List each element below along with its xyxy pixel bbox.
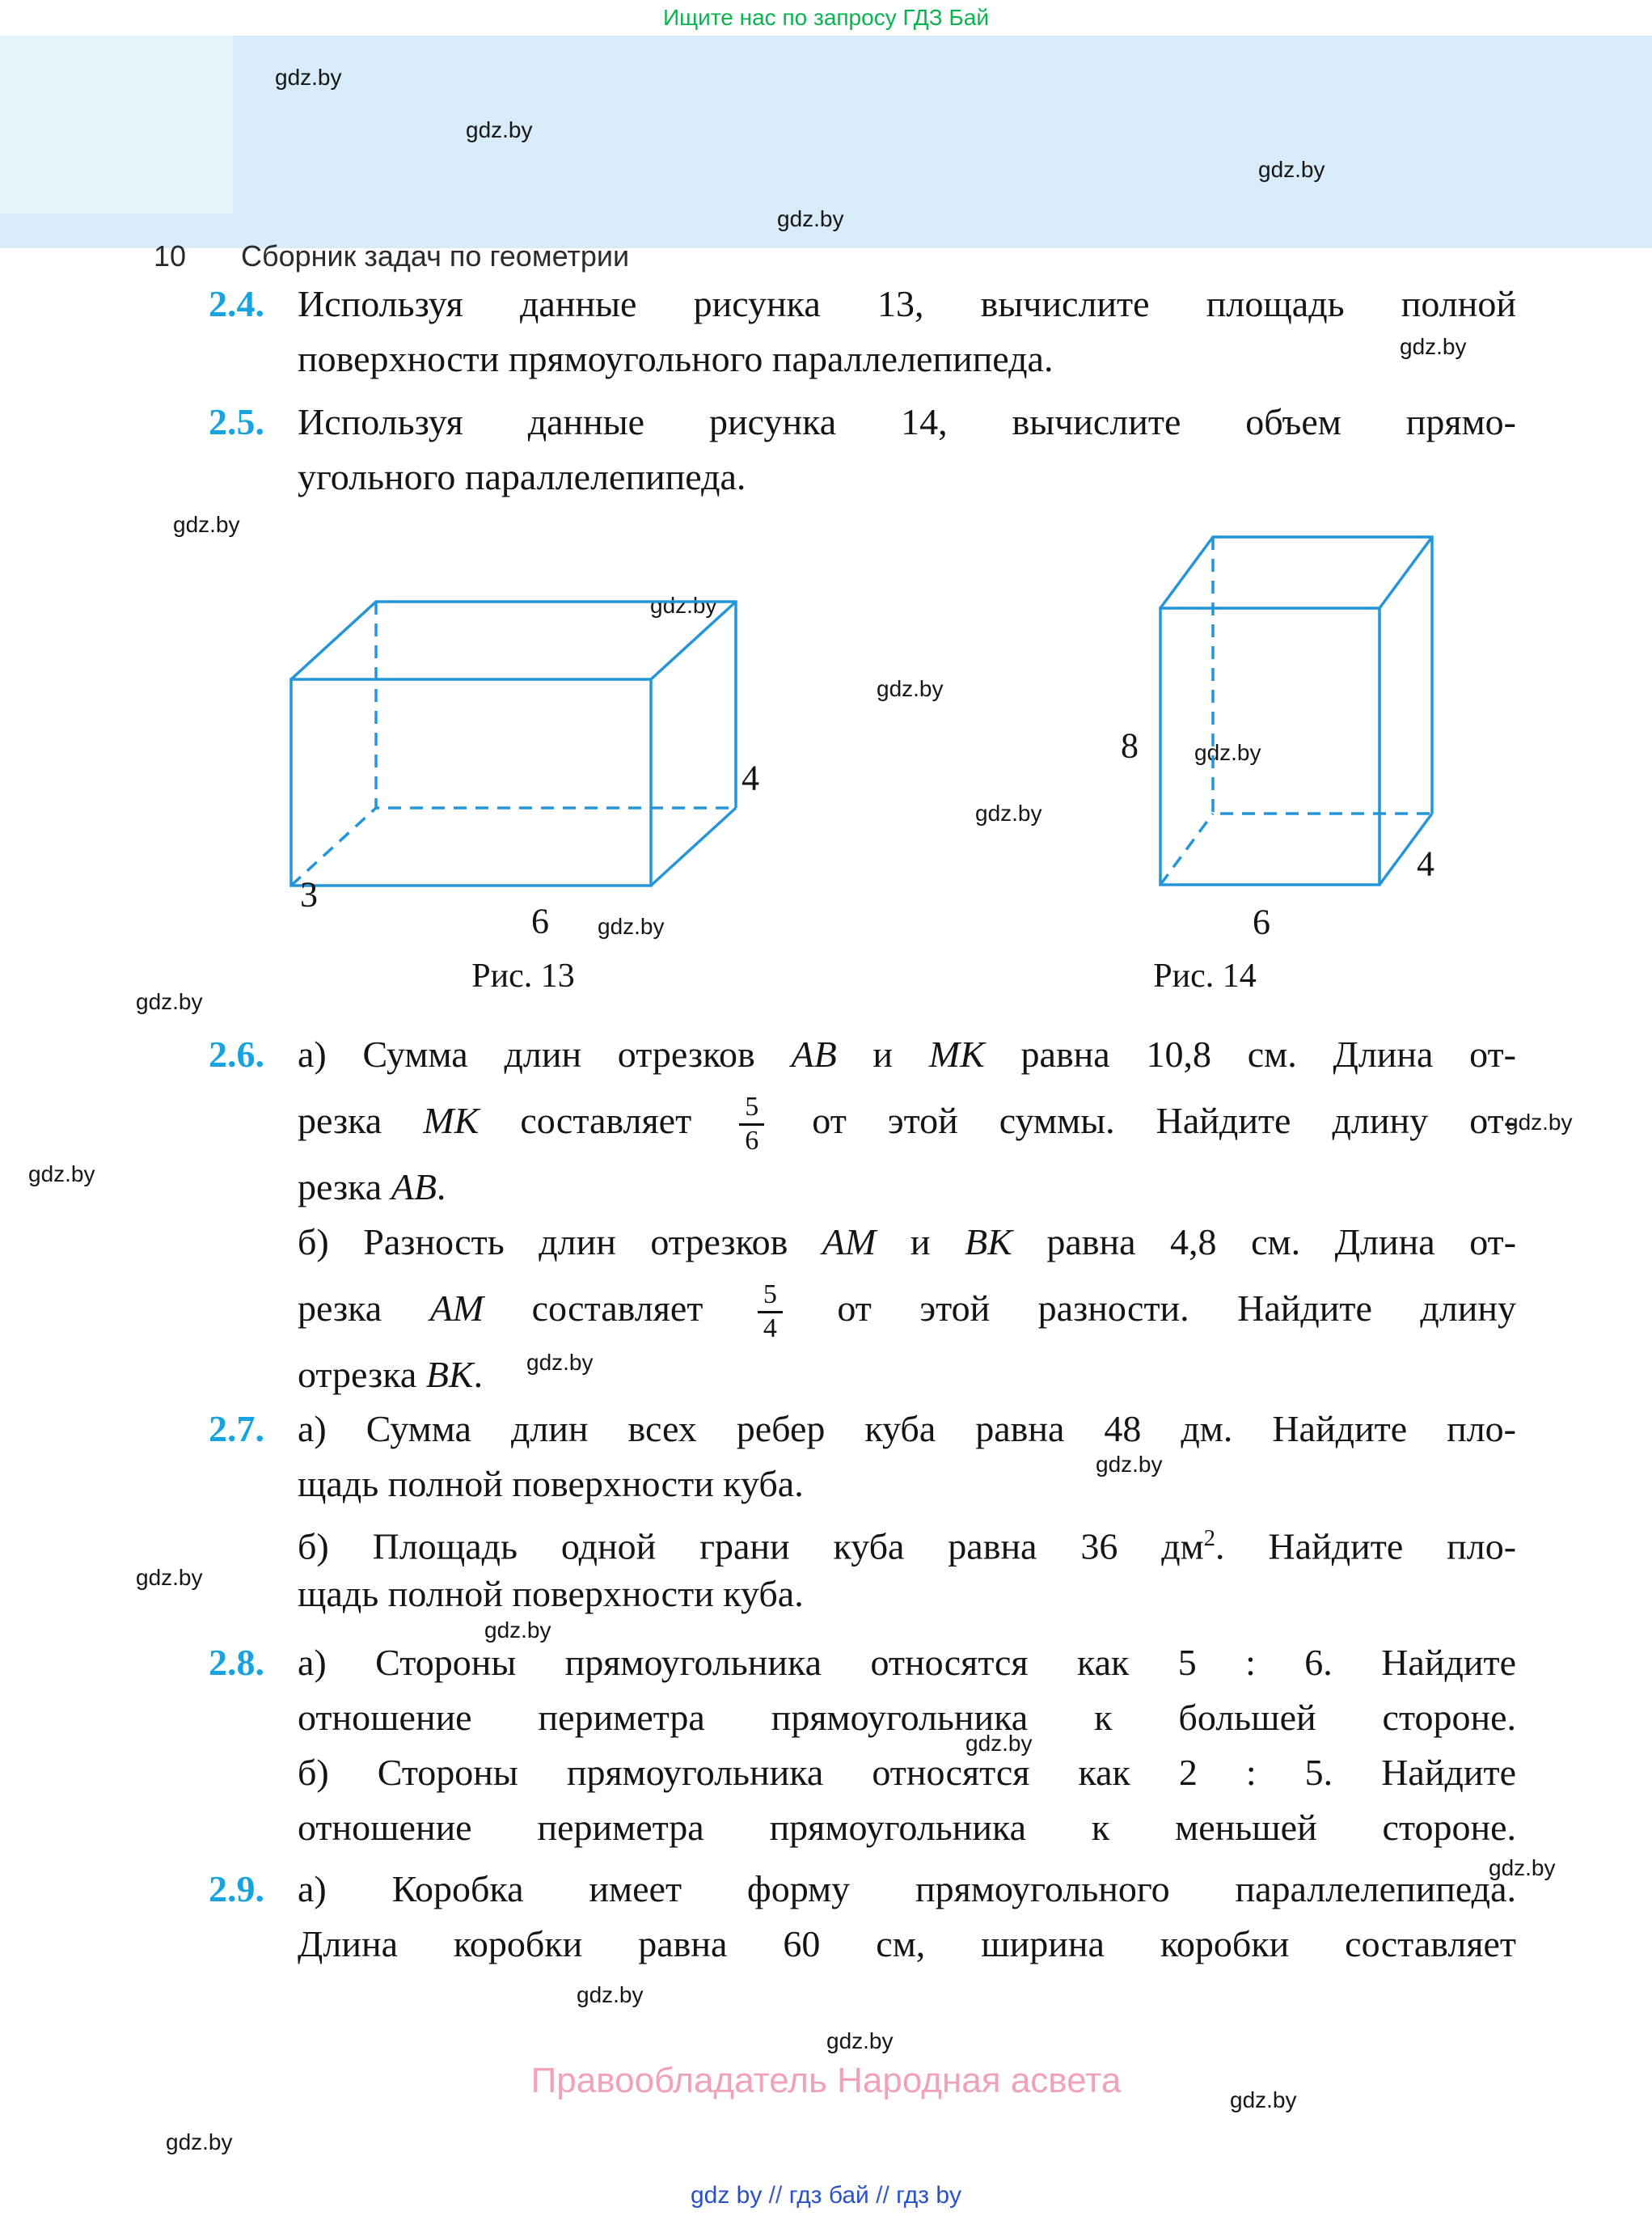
watermark: gdz.by <box>136 1565 203 1590</box>
fig13-depth-label: 3 <box>300 874 318 915</box>
fig13-height-label: 4 <box>741 758 759 798</box>
problem-2.9 <box>209 1862 1516 1972</box>
text-run: составляет <box>479 1100 733 1141</box>
watermark: gdz.by <box>466 117 533 142</box>
problem-2.7 <box>209 1402 1516 1621</box>
problem-line <box>298 1862 1516 1917</box>
problem-line <box>298 1567 1516 1621</box>
text-run: и <box>876 1221 965 1262</box>
problem-line <box>298 1215 1516 1270</box>
fig13-width-label: 6 <box>531 901 549 941</box>
text-run: отрезка <box>298 1354 426 1395</box>
watermark: gdz.by <box>1230 2087 1297 2112</box>
link-separator: // <box>868 2182 897 2209</box>
problem-number: 2.7. <box>209 1408 264 1449</box>
problem-line <box>298 450 1516 505</box>
footer-link[interactable]: gdz by <box>690 2182 763 2209</box>
problem-number: 2.5. <box>209 401 264 442</box>
promo-note: Ищите нас по запросу ГДЗ Бай <box>662 5 990 30</box>
watermark: gdz.by <box>877 676 944 701</box>
text-run: угольного параллелепипеда. <box>298 456 746 497</box>
text-run: а) Коробка имеет форму прямоугольного параллелепипеда. <box>298 1868 1516 1909</box>
watermark: gdz.by <box>577 1982 644 2007</box>
problem-line <box>298 1270 1516 1347</box>
problem-line <box>298 1917 1516 1972</box>
math-variable: MK <box>423 1100 480 1141</box>
superscript: 2 <box>1203 1526 1216 1551</box>
text-run: . Найдите пло- <box>1215 1525 1517 1567</box>
copyright-notice: Правообладатель Народная асвета <box>530 2061 1122 2100</box>
fig14-height-label: 8 <box>1121 725 1139 766</box>
problem-line <box>298 1745 1516 1800</box>
problem-line <box>298 1082 1516 1160</box>
text-run: от этой суммы. Найдите длину от- <box>771 1100 1517 1141</box>
link-separator: // <box>762 2182 789 2209</box>
text-run: б) Стороны прямоугольника относятся как 2 : 5. Найдите <box>298 1752 1516 1793</box>
problem-2.4 <box>209 277 1516 387</box>
problem-line <box>298 277 1516 332</box>
problem-number: 2.6. <box>209 1034 264 1075</box>
page-number: 10 <box>154 239 187 273</box>
watermark: gdz.by <box>777 206 844 231</box>
text-run: отношение периметра прямоугольника к меньшей стороне. <box>298 1807 1516 1848</box>
problem-line <box>298 1160 1516 1215</box>
text-run: а) Сумма длин всех ребер куба равна 48 дм. Найдите пло- <box>298 1408 1516 1449</box>
problem-2.8 <box>209 1635 1516 1855</box>
math-variable: BK <box>425 1354 474 1395</box>
text-run: . <box>473 1354 484 1395</box>
watermark: gdz.by <box>598 914 665 939</box>
fig14-box-drawing <box>1160 537 1432 885</box>
math-variable: AB <box>791 1034 837 1075</box>
problem-number: 2.9. <box>209 1868 264 1909</box>
watermark: gdz.by <box>28 1161 95 1186</box>
problem-number: 2.4. <box>209 283 264 324</box>
watermark: gdz.by <box>1096 1452 1163 1477</box>
text-run: резка <box>298 1100 424 1141</box>
watermark: gdz.by <box>1400 334 1467 359</box>
text-run: а) Стороны прямоугольника относятся как 5 : 6. Найдите <box>298 1642 1516 1683</box>
problem-line <box>298 1512 1516 1567</box>
problem-2.5 <box>209 395 1516 505</box>
watermark: gdz.by <box>1506 1110 1573 1135</box>
watermark: gdz.by <box>173 512 240 537</box>
problem-line <box>298 1800 1516 1855</box>
header-corner <box>0 36 233 214</box>
problem-line <box>298 1635 1516 1690</box>
text-run: отношение периметра прямоугольника к большей стороне. <box>298 1697 1516 1738</box>
fraction: $\frac{5}{4}$ <box>758 1280 783 1344</box>
fig13-box-drawing <box>291 602 736 886</box>
problem-line <box>298 1690 1516 1745</box>
problem-line <box>298 1027 1516 1082</box>
problem-line <box>298 1457 1516 1512</box>
problem-line <box>298 395 1516 450</box>
watermark: gdz.by <box>275 65 342 90</box>
footer-links <box>0 2182 1652 2209</box>
math-variable: AM <box>822 1221 877 1262</box>
fig13-caption: Рис. 13 <box>471 958 575 995</box>
text-run: б) Разность длин отрезков <box>298 1221 822 1262</box>
watermark: gdz.by <box>965 1731 1033 1756</box>
math-variable: AB <box>391 1166 437 1207</box>
book-title: Сборник задач по геометрии <box>241 239 630 273</box>
text-run: составляет <box>484 1287 751 1329</box>
text-run: а) Сумма длин отрезков <box>298 1034 792 1075</box>
watermark: gdz.by <box>1194 740 1261 765</box>
fig14-depth-label: 4 <box>1417 844 1434 884</box>
text-run: щадь полной поверхности куба. <box>298 1573 804 1614</box>
text-run: Длина коробки равна 60 см, ширина коробки составляет <box>298 1923 1516 1964</box>
problem-line <box>298 1402 1516 1457</box>
text-run: резка <box>298 1166 391 1207</box>
problem-2.6 <box>209 1027 1516 1402</box>
text-run: резка <box>298 1287 430 1329</box>
watermark: gdz.by <box>166 2129 233 2154</box>
text-run: щадь полной поверхности куба. <box>298 1463 804 1504</box>
text-run: поверхности прямоугольного параллелепипеда. <box>298 338 1054 379</box>
watermark: gdz.by <box>975 801 1042 826</box>
math-variable: MK <box>928 1034 985 1075</box>
watermark: gdz.by <box>1258 157 1325 182</box>
watermark: gdz.by <box>526 1350 594 1375</box>
text-run: б) Площадь одной грани куба равна 36 дм <box>298 1525 1204 1567</box>
fig14-width-label: 6 <box>1253 902 1270 942</box>
problem-line <box>298 1347 1516 1402</box>
watermark: gdz.by <box>1489 1855 1556 1880</box>
footer-link[interactable]: гдз бай <box>788 2182 869 2209</box>
watermark: gdz.by <box>826 2028 894 2053</box>
problem-line <box>298 332 1516 387</box>
watermark: gdz.by <box>650 593 717 618</box>
text-run: и <box>836 1034 929 1075</box>
fraction: $\frac{5}{6}$ <box>739 1093 764 1156</box>
math-variable: BK <box>965 1221 1012 1262</box>
text-run: Используя данные рисунка 14, вычислите объем прямо- <box>298 401 1516 442</box>
text-run: Используя данные рисунка 13, вычислите площадь полной <box>298 283 1516 324</box>
watermark: gdz.by <box>136 989 203 1014</box>
text-run: . <box>436 1166 446 1207</box>
text-run: от этой разности. Найдите длину <box>788 1287 1517 1329</box>
text-run: равна 10,8 см. Длина от- <box>984 1034 1516 1075</box>
text-run: равна 4,8 см. Длина от- <box>1012 1221 1517 1262</box>
footer-link[interactable]: гдз by <box>896 2182 962 2209</box>
fig14-caption: Рис. 14 <box>1153 958 1257 995</box>
math-variable: AM <box>429 1287 484 1329</box>
problem-number: 2.8. <box>209 1642 264 1683</box>
watermark: gdz.by <box>484 1617 551 1643</box>
